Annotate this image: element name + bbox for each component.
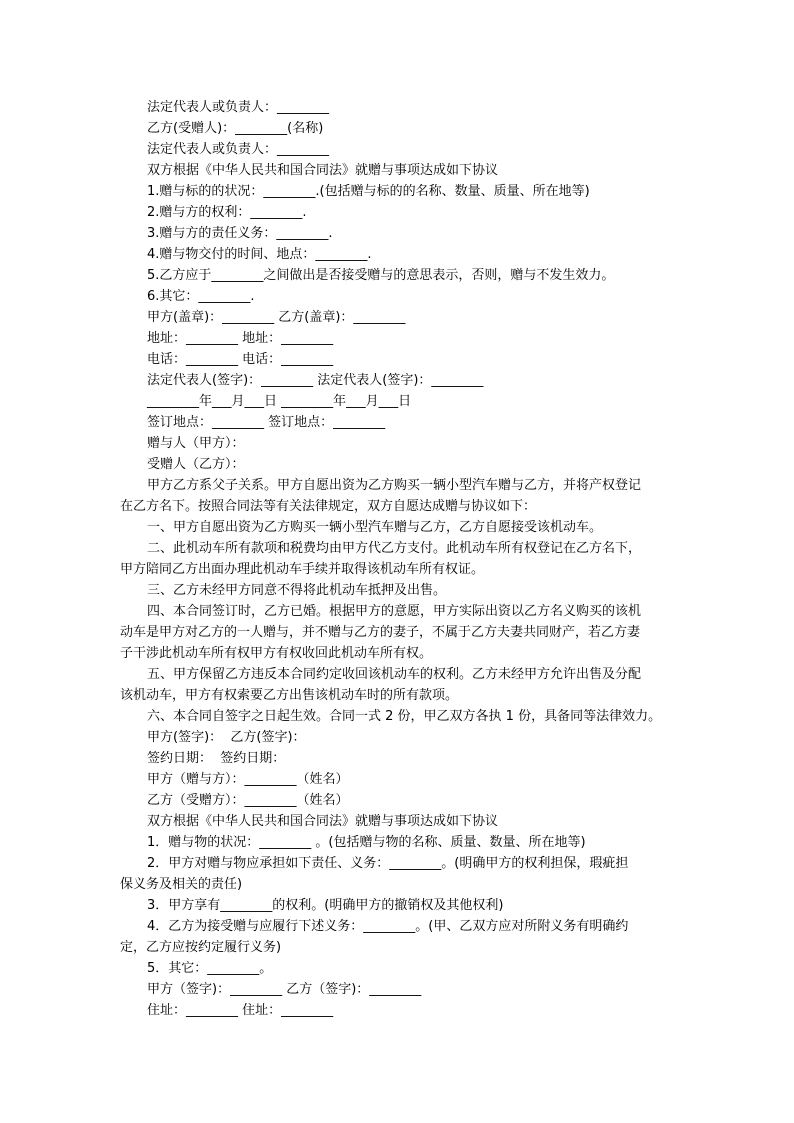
document-line: 4．乙方为接受赠与应履行下述义务：________。(甲、乙双方应对所附义务有明确约 <box>147 919 629 934</box>
document-line: 5．其它：________。 <box>147 961 273 976</box>
document-line: 甲方(盖章)：________ 乙方(盖章)：________ <box>147 310 406 325</box>
document-line: 甲方（赠与方）：________（姓名） <box>147 772 349 787</box>
document-line: 赠与人（甲方）： <box>147 436 245 451</box>
document-line: 二、此机动车所有款项和税费均由甲方代乙方支付。此机动车所有权登记在乙方名下， <box>147 541 642 556</box>
document-line: 签订地点：________ 签订地点：________ <box>147 415 386 430</box>
document-line: 5.乙方应于________之间做出是否接受赠与的意思表示，否则，赠与不发生效力。 <box>147 268 615 283</box>
document-line: 2．甲方对赠与物应承担如下责任、义务：________。(明确甲方的权利担保，瑕疵担 <box>147 856 629 871</box>
document-line: 四、本合同签订时，乙方已婚。根据甲方的意愿，甲方实际出资以乙方名义购买的该机 <box>147 604 642 619</box>
document-line: 甲方(签字)： 乙方(签字)： <box>147 730 306 745</box>
document-line: ________年___月___日 ________年___月___日 <box>147 394 412 409</box>
document-line: 6.其它：________. <box>147 289 255 304</box>
document-line: 定，乙方应按约定履行义务) <box>120 940 282 955</box>
document-line: 六、本合同自签字之日起生效。合同一式 2 份，甲乙双方各执 1 份，具备同等法律效力。 <box>147 709 662 724</box>
document-body <box>120 97 686 1021</box>
document-line: 电话：________ 电话：________ <box>147 352 334 367</box>
document-line: 住址：________ 住址：________ <box>147 1003 334 1018</box>
document-line: 3．甲方享有________的权利。(明确甲方的撤销权及其他权利) <box>147 898 504 913</box>
document-line: 乙方(受赠人)：________(名称) <box>147 121 324 136</box>
document-line: 甲方陪同乙方出面办理此机动车手续并取得该机动车所有权证。 <box>120 562 485 577</box>
document-line: 1.赠与标的的状况：________.(包括赠与标的的名称、数量、质量、所在地等) <box>147 184 590 199</box>
document-line: 4.赠与物交付的时间、地点：________. <box>147 247 372 262</box>
document-line: 2.赠与方的权利：________. <box>147 205 307 220</box>
document-line: 法定代表人(签字)：________ 法定代表人(签字)：________ <box>147 373 484 388</box>
document-line: 子干涉此机动车所有权甲方有权收回此机动车所有权。 <box>120 646 433 661</box>
document-line: 双方根据《中华人民共和国合同法》就赠与事项达成如下协议 <box>147 814 499 829</box>
document-line: 地址：________ 地址：________ <box>147 331 334 346</box>
document-line: 甲方（签字)：________ 乙方（签字)：________ <box>147 982 422 997</box>
document-line: 1．赠与物的状况：________ 。(包括赠与物的名称、质量、数量、所在地等) <box>147 835 586 850</box>
document-line: 甲方乙方系父子关系。甲方自愿出资为乙方购买一辆小型汽车赠与乙方，并将产权登记 <box>147 478 642 493</box>
document-line: 3.赠与方的责任义务：________. <box>147 226 333 241</box>
document-line: 法定代表人或负责人：________ <box>147 100 330 115</box>
document-line: 五、甲方保留乙方违反本合同约定收回该机动车的权利。乙方未经甲方允许出售及分配 <box>147 667 642 682</box>
document-line: 乙方（受赠方）：________（姓名） <box>147 793 349 808</box>
document-line: 签约日期： 签约日期： <box>147 751 286 766</box>
document-line: 法定代表人或负责人：________ <box>147 142 330 157</box>
document-line: 受赠人（乙方）： <box>147 457 245 472</box>
document-line: 在乙方名下。按照合同法等有关法律规定，双方自愿达成赠与协议如下： <box>120 499 537 514</box>
document-line: 双方根据《中华人民共和国合同法》就赠与事项达成如下协议 <box>147 163 499 178</box>
document-line: 该机动车，甲方有权索要乙方出售该机动车时的所有款项。 <box>120 688 459 703</box>
document-line: 保义务及相关的责任) <box>120 877 243 892</box>
document-line: 一、甲方自愿出资为乙方购买一辆小型汽车赠与乙方，乙方自愿接受该机动车。 <box>147 520 603 535</box>
document-line: 动车是甲方对乙方的一人赠与，并不赠与乙方的妻子，不属于乙方夫妻共同财产，若乙方妻 <box>120 625 641 640</box>
document-line: 三、乙方未经甲方同意不得将此机动车抵押及出售。 <box>147 583 447 598</box>
